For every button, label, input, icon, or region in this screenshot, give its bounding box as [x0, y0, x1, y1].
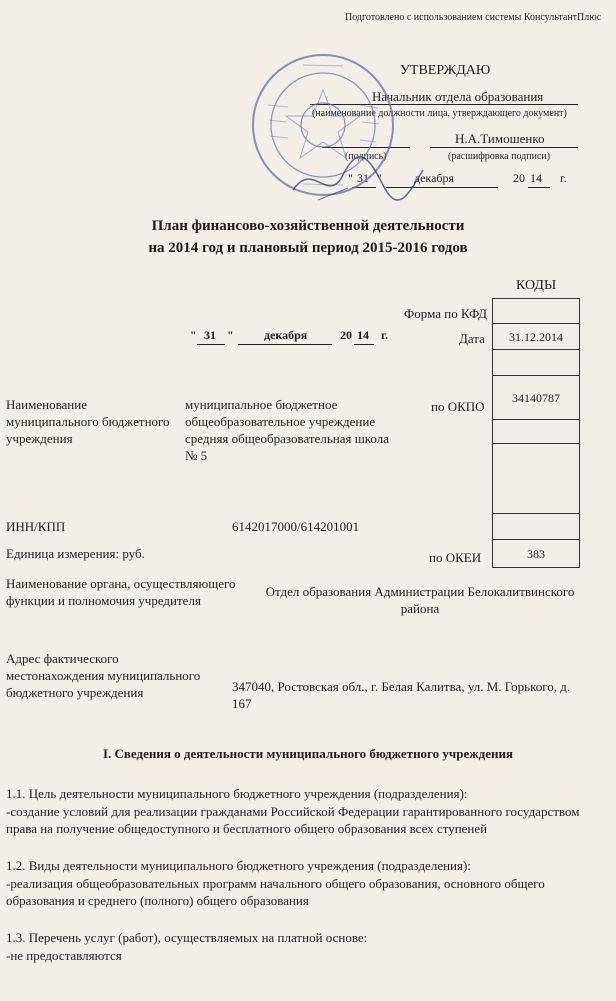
- signature-caption: (подпись): [345, 151, 387, 162]
- official-stamp: [248, 50, 398, 200]
- plan-date-century: 20: [340, 328, 352, 342]
- authority-label: Наименование органа, осуществляющего функции и полномочия учредителя: [6, 576, 236, 608]
- approval-date-year-line: [528, 187, 550, 188]
- plan-date-day-line: [197, 344, 225, 345]
- inn-value: 6142017000/614201001: [232, 519, 360, 534]
- position-caption: (наименование должности лица, утверждающего документ): [312, 108, 567, 119]
- institution-name-label: Наименование муниципального бюджетного учреждения: [6, 397, 170, 446]
- address-value: 347040, Ростовская обл., г. Белая Калитва, ул. М. Горького, д. 167: [232, 679, 571, 711]
- approval-date-day: 31: [357, 171, 369, 185]
- section1-p3-heading: 1.3. Перечень услуг (работ), осуществляемых на платной основе:: [6, 930, 368, 945]
- plan-date-year-line: [354, 344, 374, 345]
- approval-position: Начальник отдела образования: [372, 89, 544, 104]
- okpo-label: по ОКПО: [431, 399, 485, 414]
- approval-date-suffix: г.: [560, 171, 567, 185]
- approval-title: УТВЕРЖДАЮ: [400, 63, 491, 78]
- section1-p2-text: -реализация общеобразовательных программ начального общего образования, основного общего образования и среднего (полного) общего образования: [6, 876, 545, 908]
- authority-value: Отдел образования Администрации Белокалитвинского района: [265, 584, 575, 616]
- section1-title: I. Сведения о деятельности муниципального бюджетного учреждения: [102, 746, 514, 761]
- approval-date-month: декабря: [414, 171, 455, 185]
- plan-title-line2: на 2014 год и плановый период 2015-2016 годов: [148, 240, 468, 256]
- codes-table: [492, 298, 580, 568]
- section1-p1-heading: 1.1. Цель деятельности муниципального бюджетного учреждения (подразделения):: [6, 786, 468, 801]
- form-label: Форма по КФД: [404, 306, 488, 321]
- approval-date-century: 20: [513, 171, 525, 185]
- signer-name-line: [430, 147, 578, 148]
- plan-date-suffix: г.: [381, 328, 389, 342]
- plan-title-line1: План финансово-хозяйственной деятельности: [151, 218, 465, 234]
- code-empty-row: [493, 419, 579, 443]
- code-empty-row: [493, 349, 579, 375]
- section1-p3-text: -не предоставляются: [6, 948, 122, 963]
- institution-name-value: муниципальное бюджетное общеобразовательное учреждение средняя общеобразовательная школа № 5: [185, 397, 389, 463]
- approval-signer-name: Н.А.Тимошенко: [455, 131, 545, 146]
- plan-date-month: декабря: [264, 328, 308, 342]
- plan-date-month-line: [238, 344, 332, 345]
- code-okei-value: 383: [493, 539, 579, 567]
- section1-p2-heading: 1.2. Виды деятельности муниципального бюджетного учреждения (подразделения):: [6, 858, 471, 873]
- section1-p1-text: -создание условий для реализации гражданами Российской Федерации гарантированного государством права на получение общедоступного и бесплатного общего образования всех ступеней: [6, 804, 580, 836]
- decoding-caption: (расшифровка подписи): [448, 151, 551, 162]
- okei-label: по ОКЕИ: [429, 550, 482, 565]
- code-empty-row: [493, 513, 579, 539]
- plan-date-quote-open: ": [190, 328, 197, 342]
- codes-header: КОДЫ: [516, 278, 557, 293]
- plan-date-year: 14: [357, 328, 369, 342]
- approval-date-quote-close: ": [377, 171, 382, 185]
- signature-scribble: [288, 150, 428, 210]
- address-label: Адрес фактического местонахождения муниципального бюджетного учреждения: [6, 651, 201, 700]
- code-okpo-value: 34140787: [493, 375, 579, 419]
- code-empty-row: [493, 443, 579, 513]
- approval-date-quote-open: ": [348, 171, 353, 185]
- approval-date-year: 14: [530, 171, 542, 185]
- date-label: Дата: [459, 331, 485, 346]
- plan-date-day: 31: [204, 328, 216, 342]
- header-note: Подготовлено с использованием системы КонсультантПлюс: [345, 12, 602, 23]
- unit-label: Единица измерения: руб.: [6, 546, 145, 561]
- inn-label: ИНН/КПП: [6, 519, 66, 534]
- plan-date-quote-close: ": [227, 328, 234, 342]
- code-date-value: 31.12.2014: [493, 323, 579, 349]
